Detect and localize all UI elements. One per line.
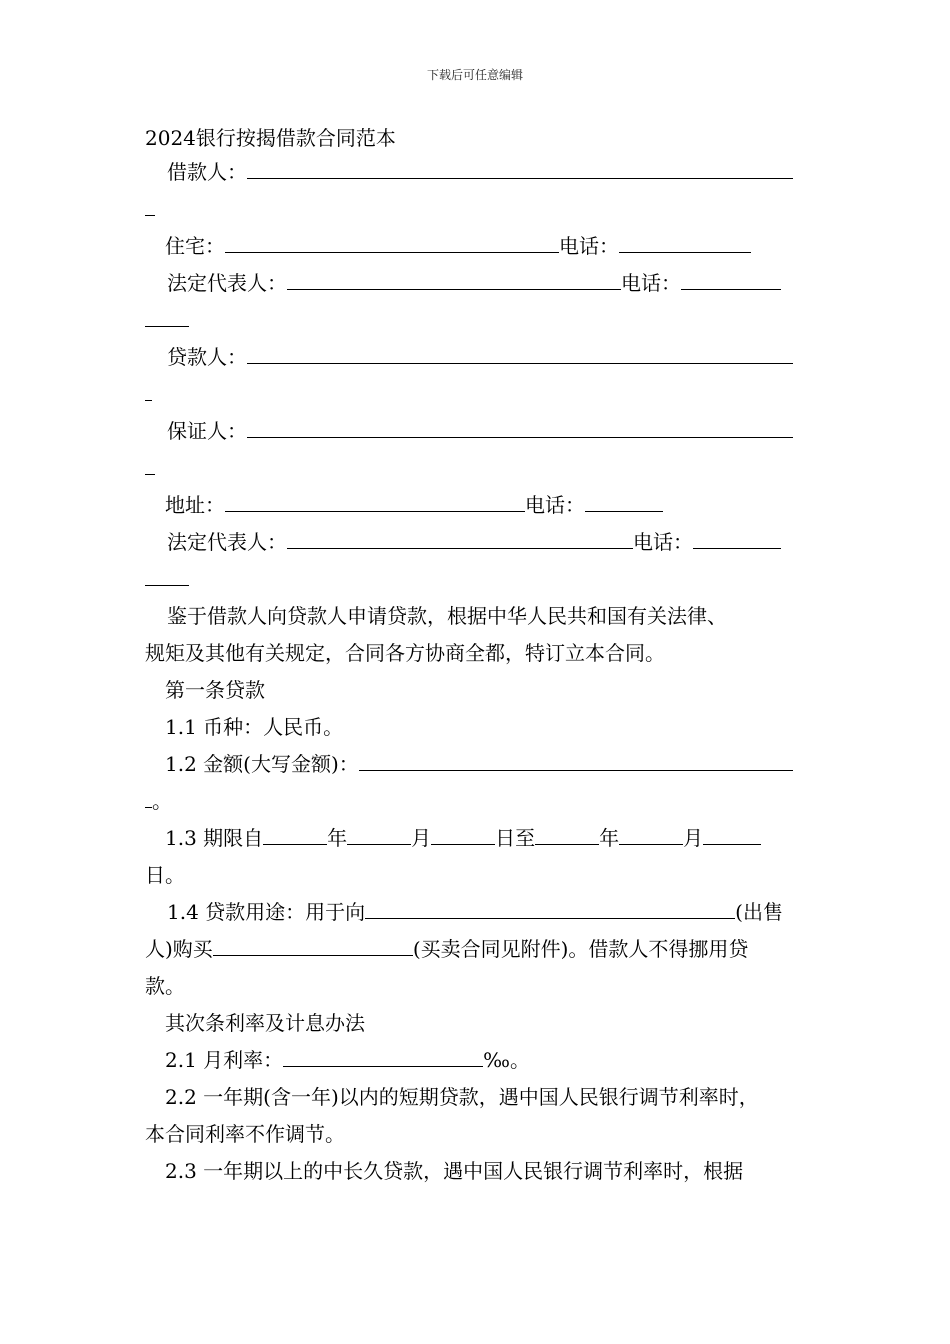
- month-label: 月: [683, 826, 704, 850]
- lender-blank[interactable]: [247, 343, 793, 364]
- phone-blank-cont[interactable]: [145, 565, 189, 586]
- legal-rep-line: [145, 269, 829, 297]
- borrower-line: [145, 158, 829, 186]
- clause-1-1: 1.1 币种：人民币。: [165, 715, 344, 739]
- start-day-blank[interactable]: [431, 824, 495, 845]
- year-label: 年: [599, 826, 620, 850]
- permille-sign: ‰。: [483, 1048, 531, 1072]
- clause-1-2-cont: [145, 787, 807, 815]
- address-blank[interactable]: [225, 491, 525, 512]
- phone-label: 电话：: [633, 530, 693, 554]
- day-to-label: 日至: [495, 826, 536, 850]
- start-month-blank[interactable]: [347, 824, 411, 845]
- amount-blank-cont[interactable]: [145, 787, 152, 808]
- borrower-blank-cont[interactable]: [145, 195, 155, 216]
- legal-rep-blank[interactable]: [287, 269, 621, 290]
- purpose-label: 1.4 贷款用途：用于向: [167, 900, 366, 924]
- guarantor-line: [145, 417, 829, 445]
- phone-label: 电话：: [559, 234, 619, 258]
- purchase-blank[interactable]: [213, 935, 413, 956]
- borrower-blank[interactable]: [247, 158, 793, 179]
- borrower-line-cont: [145, 195, 807, 223]
- guarantor-blank-cont[interactable]: [145, 454, 155, 475]
- guarantor-label: 保证人：: [167, 419, 247, 443]
- end-day-blank[interactable]: [703, 824, 761, 845]
- article-1-heading: 第一条贷款: [165, 678, 265, 702]
- residence-line: [145, 232, 827, 260]
- clause-1-3: [145, 824, 827, 852]
- phone-blank[interactable]: [619, 232, 751, 253]
- year-label: 年: [327, 826, 348, 850]
- lender-label: 贷款人：: [167, 345, 247, 369]
- amount-label: 1.2 金额(大写金额)：: [165, 752, 359, 776]
- clause-2-2-cont: 本合同利率不作调节。: [145, 1122, 345, 1146]
- phone-blank[interactable]: [693, 528, 781, 549]
- legal-rep-line-2: [145, 528, 829, 556]
- end-year-blank[interactable]: [535, 824, 599, 845]
- phone-blank-cont[interactable]: [145, 306, 189, 327]
- phone-label: 电话：: [525, 493, 585, 517]
- clause-1-2: [145, 750, 827, 778]
- end-month-blank[interactable]: [619, 824, 683, 845]
- term-from-label: 1.3 期限自: [165, 826, 264, 850]
- residence-label: 住宅：: [165, 234, 225, 258]
- purchase-text: (买卖合同见附件)。借款人不得挪用贷: [412, 937, 749, 961]
- amount-blank[interactable]: [359, 750, 793, 771]
- rate-blank[interactable]: [283, 1046, 483, 1067]
- seller-text: (出售: [735, 900, 783, 924]
- page-header: 下载后可任意编辑: [426, 68, 523, 82]
- lender-line: [145, 343, 829, 371]
- period: 。: [152, 789, 172, 813]
- rate-label: 2.1 月利率：: [165, 1048, 284, 1072]
- clause-1-4: [145, 898, 829, 926]
- clause-2-3: 2.3 一年期以上的中长久贷款，遇中国人民银行调节利率时，根据: [165, 1159, 744, 1183]
- phone-blank[interactable]: [585, 491, 663, 512]
- residence-blank[interactable]: [225, 232, 559, 253]
- clause-1-4-end: 款。: [145, 974, 185, 998]
- purchase-label: 人)购买: [145, 937, 213, 961]
- borrower-label: 借款人：: [167, 160, 247, 184]
- legal-rep-line-2-cont: [145, 565, 807, 593]
- legal-rep-label: 法定代表人：: [167, 271, 287, 295]
- guarantor-blank[interactable]: [247, 417, 793, 438]
- legal-rep-label: 法定代表人：: [167, 530, 287, 554]
- address-line: [145, 491, 827, 519]
- document-title: 2024银行按揭借款合同范本: [145, 126, 396, 150]
- lender-blank-cont[interactable]: [145, 380, 152, 401]
- legal-rep-line-cont: [145, 306, 807, 334]
- phone-blank[interactable]: [681, 269, 781, 290]
- clause-2-2: 2.2 一年期(含一年)以内的短期贷款，遇中国人民银行调节利率时，: [165, 1085, 759, 1109]
- legal-rep-blank[interactable]: [287, 528, 633, 549]
- guarantor-line-cont: [145, 454, 807, 482]
- clause-2-1: [145, 1046, 827, 1074]
- month-label: 月: [411, 826, 432, 850]
- lender-line-cont: [145, 380, 807, 408]
- phone-label: 电话：: [621, 271, 681, 295]
- preamble-line-1: 鉴于借款人向贷款人申请贷款，根据中华人民共和国有关法律、: [167, 604, 727, 628]
- seller-blank[interactable]: [365, 898, 735, 919]
- clause-1-3-cont: 日。: [145, 863, 185, 887]
- clause-1-4-cont: [145, 935, 807, 963]
- preamble-line-2: 规矩及其他有关规定，合同各方协商全都，特订立本合同。: [145, 641, 665, 665]
- article-2-heading: 其次条利率及计息办法: [165, 1011, 365, 1035]
- address-label: 地址：: [165, 493, 225, 517]
- start-year-blank[interactable]: [263, 824, 327, 845]
